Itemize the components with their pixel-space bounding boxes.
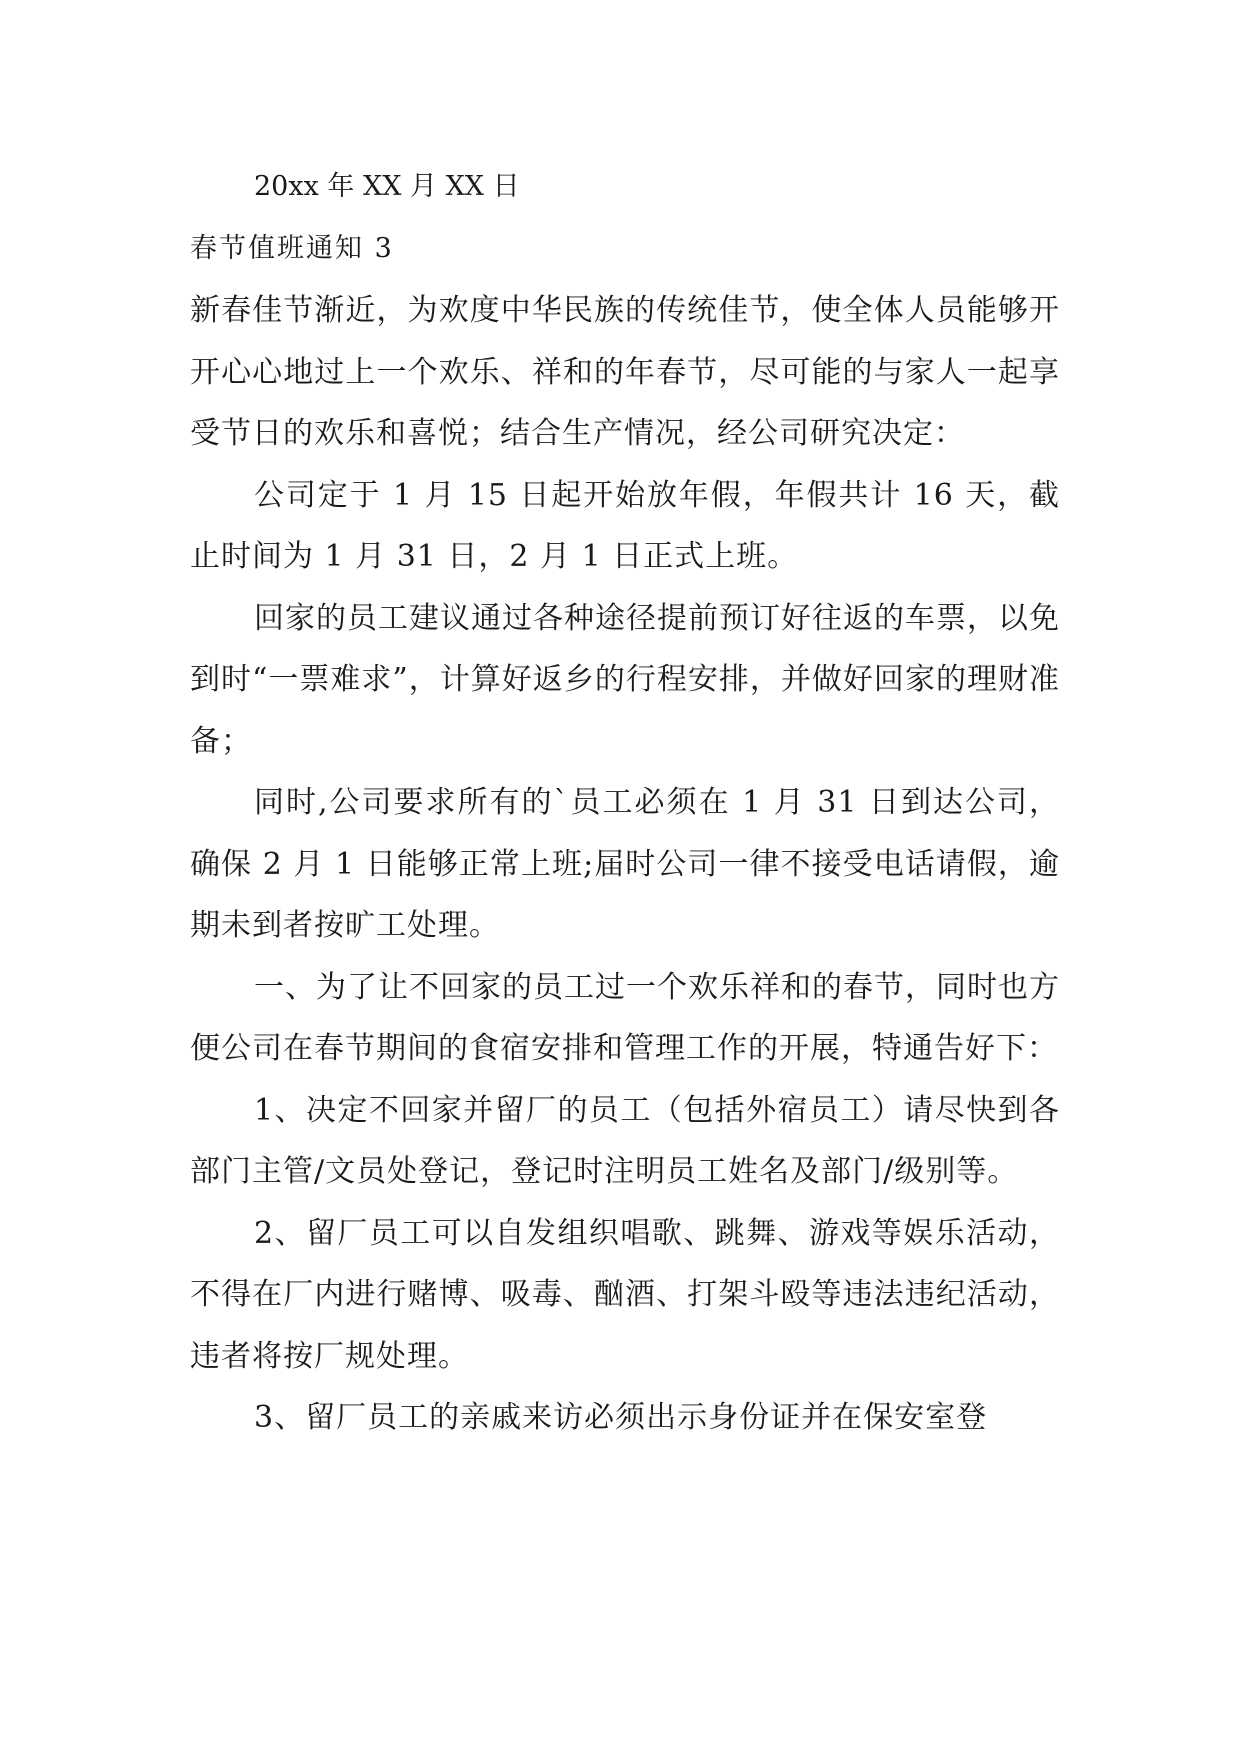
paragraph-item-1: 1、决定不回家并留厂的员工（包括外宿员工）请尽快到各部门主管/文员处登记，登记时注明员工姓名及部门/级别等。 — [190, 1092, 1060, 1189]
document-date: 20xx 年 XX 月 XX 日 — [254, 171, 520, 202]
paragraph-holiday-dates: 公司定于 1 月 15 日起开始放年假，年假共计 16 天，截止时间为 1 月 31 日，2 月 1 日正式上班。 — [190, 477, 1060, 574]
paragraph-item-2: 2、留厂员工可以自发组织唱歌、跳舞、游戏等娱乐活动，不得在厂内进行赌博、吸毒、酗酒、打架斗殴等违法违纪活动，违者将按厂规处理。 — [190, 1215, 1060, 1374]
paragraph-tickets: 回家的员工建议通过各种途径提前预订好往返的车票，以免到时“一票难求”，计算好返乡的行程安排，并做好回家的理财准备； — [190, 600, 1060, 759]
document-body — [190, 156, 1060, 1449]
document-title: 春节值班通知 3 — [190, 233, 394, 264]
paragraph-section-one: 一、为了让不回家的员工过一个欢乐祥和的春节，同时也方便公司在春节期间的食宿安排和管理工作的开展，特通告好下： — [190, 969, 1060, 1066]
paragraph-intro: 新春佳节渐近，为欢度中华民族的传统佳节，使全体人员能够开开心心地过上一个欢乐、祥和的年春节，尽可能的与家人一起享受节日的欢乐和喜悦；结合生产情况，经公司研究决定： — [190, 293, 1060, 451]
paragraph-return-requirement: 同时,公司要求所有的`员工必须在 1 月 31 日到达公司，确保 2 月 1 日能够正常上班;届时公司一律不接受电话请假，逾期未到者按旷工处理。 — [190, 785, 1060, 943]
paragraph-item-3: 3、留厂员工的亲戚来访必须出示身份证并在保安室登 — [254, 1400, 988, 1435]
